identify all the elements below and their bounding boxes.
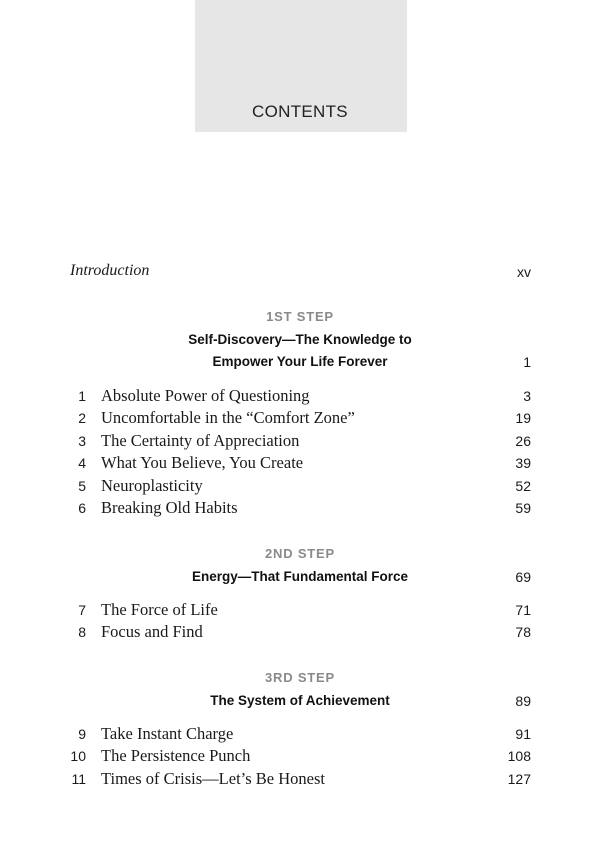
chapter-page: 78 bbox=[515, 624, 531, 640]
chapter-title: Focus and Find bbox=[101, 622, 203, 641]
toc-chapter-row[interactable] bbox=[0, 388, 600, 410]
step-page: 1 bbox=[523, 354, 531, 370]
chapter-page: 39 bbox=[515, 455, 531, 471]
chapter-page: 108 bbox=[507, 748, 531, 764]
step-title-line: Empower Your Life Forever bbox=[212, 354, 388, 369]
toc-chapter-row[interactable] bbox=[0, 455, 600, 477]
chapter-page: 59 bbox=[515, 500, 531, 516]
chapter-title: Neuroplasticity bbox=[101, 476, 203, 495]
toc-chapter-row[interactable] bbox=[0, 748, 600, 770]
chapter-number: 2 bbox=[78, 410, 86, 426]
chapter-page: 19 bbox=[515, 410, 531, 426]
chapter-number: 4 bbox=[78, 455, 86, 471]
chapter-title: Uncomfortable in the “Comfort Zone” bbox=[101, 408, 355, 427]
step-label: 1ST STEP bbox=[266, 309, 334, 324]
chapter-page: 26 bbox=[515, 433, 531, 449]
chapter-number: 7 bbox=[78, 602, 86, 618]
step-title-line: Energy—That Fundamental Force bbox=[191, 569, 409, 584]
chapter-title: What You Believe, You Create bbox=[101, 453, 304, 472]
chapter-number: 5 bbox=[78, 478, 86, 494]
toc-chapter-row[interactable] bbox=[0, 433, 600, 455]
contents-heading: CONTENTS bbox=[252, 102, 348, 121]
step-label: 3RD STEP bbox=[265, 670, 335, 685]
step-page: 69 bbox=[515, 569, 531, 585]
chapter-number: 3 bbox=[78, 433, 86, 449]
step-title-row[interactable] bbox=[0, 569, 600, 591]
chapter-page: 3 bbox=[523, 388, 531, 404]
toc-chapter-row[interactable] bbox=[0, 771, 600, 793]
chapter-page: 71 bbox=[515, 602, 531, 618]
chapter-title: Times of Crisis—Let’s Be Honest bbox=[101, 769, 325, 788]
chapter-page: 52 bbox=[515, 478, 531, 494]
step-title-line: The System of Achievement bbox=[210, 693, 390, 708]
chapter-number: 10 bbox=[70, 748, 86, 764]
chapter-title: The Force of Life bbox=[101, 600, 218, 619]
toc-chapter-row[interactable] bbox=[0, 478, 600, 500]
chapter-title: Breaking Old Habits bbox=[101, 498, 238, 517]
chapter-page: 127 bbox=[507, 771, 531, 787]
toc-chapter-row[interactable] bbox=[0, 726, 600, 748]
step-label: 2ND STEP bbox=[265, 546, 335, 561]
step-title-row[interactable] bbox=[0, 354, 600, 376]
chapter-title: The Persistence Punch bbox=[101, 746, 251, 765]
step-title-line: Self-Discovery—The Knowledge to bbox=[188, 332, 412, 347]
chapter-number: 1 bbox=[78, 388, 86, 404]
step-title-row[interactable] bbox=[0, 693, 600, 715]
chapter-number: 11 bbox=[71, 771, 86, 787]
chapter-number: 8 bbox=[78, 624, 86, 640]
chapter-title: The Certainty of Appreciation bbox=[101, 431, 300, 450]
chapter-title: Take Instant Charge bbox=[101, 724, 234, 743]
chapter-title: Absolute Power of Questioning bbox=[101, 386, 310, 405]
toc-chapter-row[interactable] bbox=[0, 500, 600, 522]
chapter-page: 91 bbox=[515, 726, 531, 742]
chapter-number: 9 bbox=[78, 726, 86, 742]
intro-page: xv bbox=[517, 264, 531, 280]
toc-chapter-row[interactable] bbox=[0, 624, 600, 646]
toc-chapter-row[interactable] bbox=[0, 602, 600, 624]
chapter-number: 6 bbox=[78, 500, 86, 516]
intro-label: Introduction bbox=[70, 262, 150, 279]
toc-intro-row[interactable] bbox=[0, 262, 600, 284]
toc-chapter-row[interactable] bbox=[0, 410, 600, 432]
step-page: 89 bbox=[515, 693, 531, 709]
